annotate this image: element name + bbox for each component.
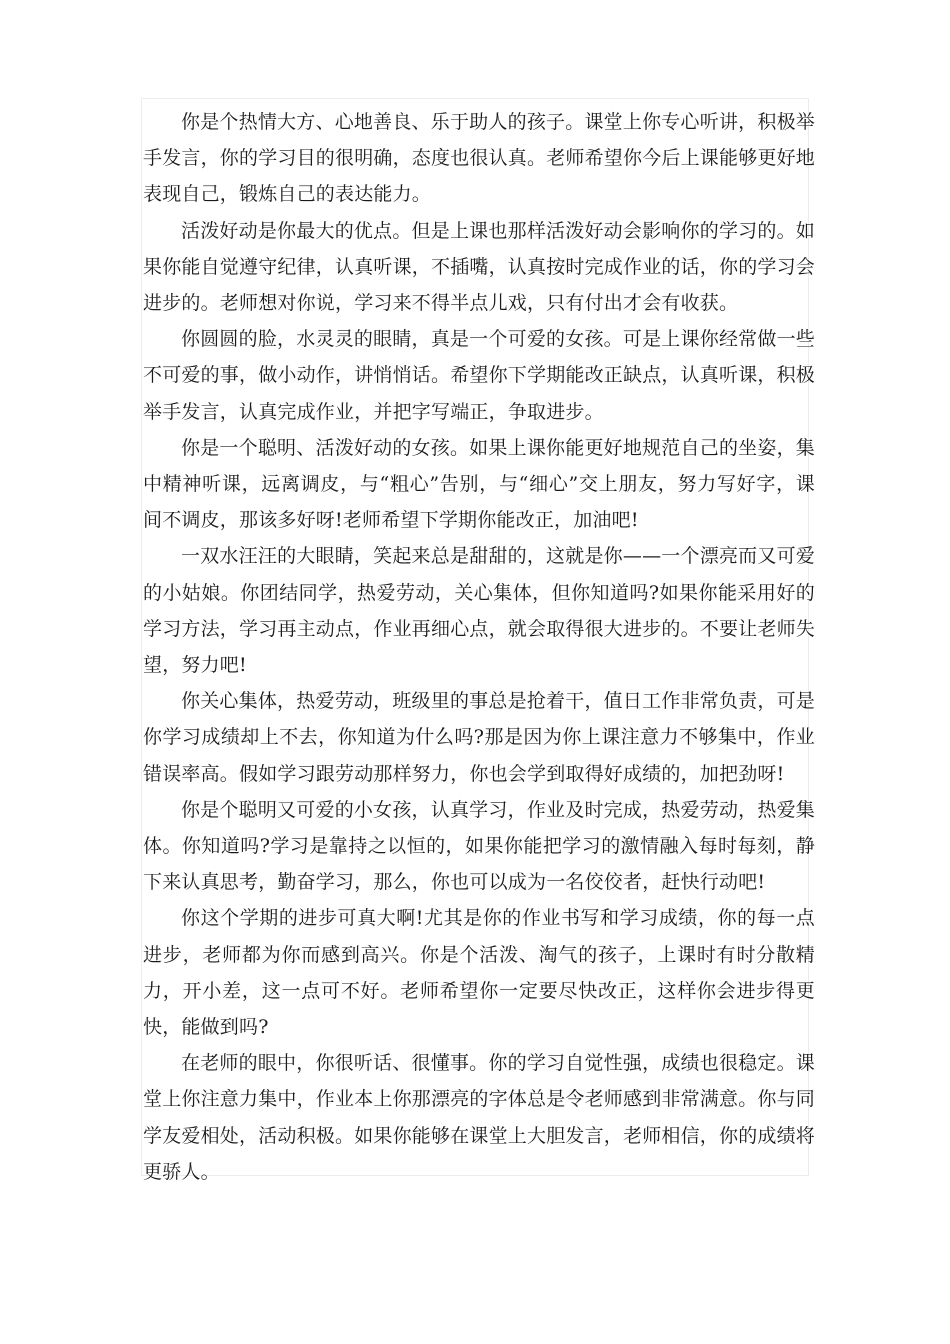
paragraph-9: 在老师的眼中，你很听话、很懂事。你的学习自觉性强，成绩也很稳定。课堂上你注意力集中，作业本上你那漂亮的字体总是令老师感到非常满意。你与同学友爱相处，活动积极。如果你能够在课堂上大胆发言，老师相信，你的成绩将更骄人。 — [143, 1052, 816, 1183]
paragraph-3: 你圆圆的脸，水灵灵的眼睛，真是一个可爱的女孩。可是上课你经常做一些不可爱的事，做小动作，讲悄悄话。希望你下学期能改正缺点，认真听课，积极举手发言，认真完成作业，并把字写端正，争取进步。 — [143, 328, 816, 423]
paragraph-7: 你是个聪明又可爱的小女孩，认真学习，作业及时完成，热爱劳动，热爱集体。你知道吗?学习是靠持之以恒的，如果你能把学习的激情融入每时每刻，静下来认真思考，勤奋学习，那么，你也可以成为一名佼佼者，赶快行动吧! — [143, 798, 815, 894]
paragraph-8: 你这个学期的进步可真大啊!尤其是你的作业书写和学习成绩，你的每一点进步，老师都为你而感到高兴。你是个活泼、淘气的孩子，上课时有时分散精力，开小差，这一点可不好。老师希望你一定要尽快改正，这样你会进步得更快，能做到吗? — [143, 907, 815, 1039]
paragraph-6: 你关心集体，热爱劳动，班级里的事总是抢着干，值日工作非常负责，可是你学习成绩却上不去，你知道为什么吗?那是因为你上课注意力不够集中，作业错误率高。假如学习跟劳动那样努力，你也会学到取得好成绩的，加把劲呀! — [143, 690, 815, 785]
paragraph-1: 你是个热情大方、心地善良、乐于助人的孩子。课堂上你专心听讲，积极举手发言，你的学习目的很明确，态度也很认真。老师希望你今后上课能够更好地表现自己，锻炼自己的表达能力。 — [143, 111, 816, 206]
document-body — [143, 104, 815, 1190]
paragraph-4: 你是一个聪明、活泼好动的女孩。如果上课你能更好地规范自己的坐姿，集中精神听课，远离调皮，与“粗心”告别，与“细心”交上朋友，努力写好字，课间不调皮，那该多好呀!老师希望下学期你能改正，加油吧! — [143, 436, 815, 532]
paragraph-2: 活泼好动是你最大的优点。但是上课也那样活泼好动会影响你的学习的。如果你能自觉遵守纪律，认真听课，不插嘴，认真按时完成作业的话，你的学习会进步的。老师想对你说，学习来不得半点儿戏，只有付出才会有收获。 — [143, 219, 816, 315]
paragraph-5: 一双水汪汪的大眼睛，笑起来总是甜甜的，这就是你——一个漂亮而又可爱的小姑娘。你团结同学，热爱劳动，关心集体，但你知道吗?如果你能采用好的学习方法，学习再主动点，作业再细心点，就会取得很大进步的。不要让老师失望，努力吧! — [143, 545, 816, 677]
